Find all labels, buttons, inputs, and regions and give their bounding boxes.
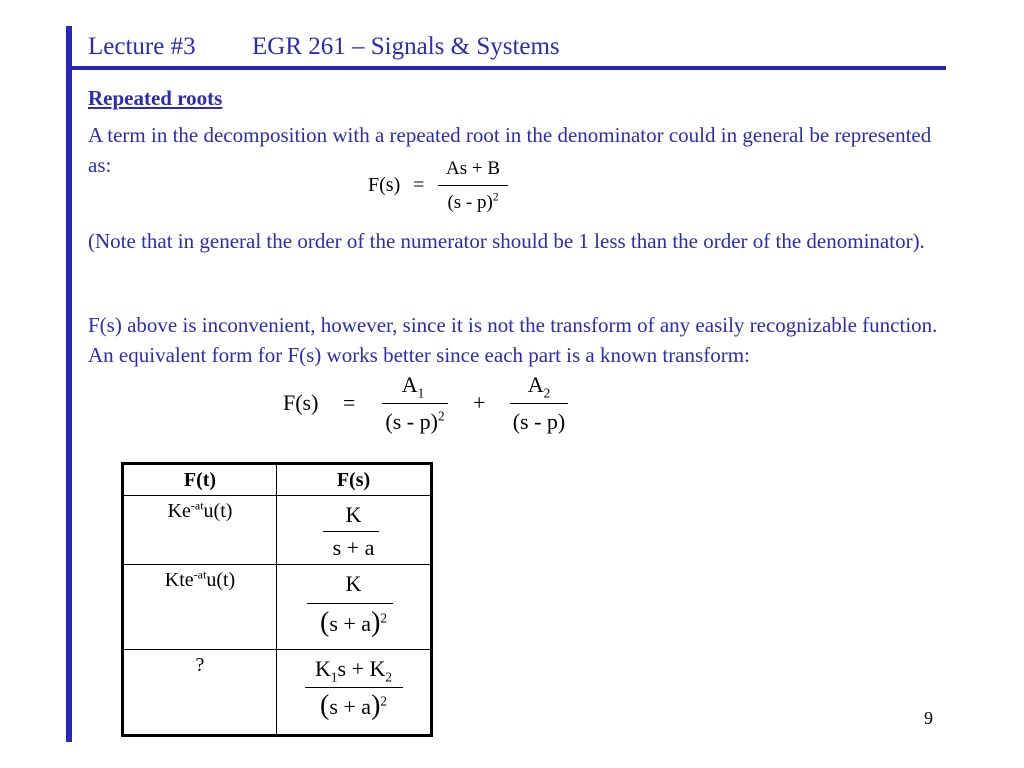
fraction-denominator: s + a — [332, 535, 375, 560]
eq2-term1-numerator: $A_1$ — [401, 372, 425, 401]
eq1-numerator: As + B — [445, 158, 500, 179]
header-underline-bar — [66, 66, 946, 70]
paragraph-intro: A term in the decomposition with a repeated root in the denominator could in general be represented as: — [88, 123, 932, 177]
eq1-equals: = — [413, 174, 425, 196]
table-header-row — [123, 464, 432, 496]
eq2-lhs: F(s) — [283, 390, 319, 415]
eq2-term2-numerator: $A_2$ — [527, 372, 551, 401]
fraction-line — [307, 603, 393, 604]
eq2-equals: = — [343, 390, 356, 415]
fraction-denominator: $(s + a)^2$ — [320, 607, 387, 638]
table-cell-fs — [277, 650, 432, 736]
eq2-term2-denominator: (s - p) — [512, 409, 566, 434]
fraction-numerator: $K_1s + K_2$ — [315, 656, 392, 685]
table-cell-ft: Kte$^{-at}$u(t) — [123, 565, 277, 650]
table-row — [123, 650, 432, 736]
paragraph-equivalent: F(s) above is inconvenient, however, since it is not the transform of any easily recognizable function. An equivalent form for F(s) works better since each part is a known transform: — [88, 313, 938, 367]
fraction-line — [323, 531, 379, 532]
fraction-denominator: $(s + a)^2$ — [320, 690, 387, 721]
table-cell-ft: ? — [123, 650, 277, 736]
fraction-numerator: K — [345, 571, 362, 596]
left-accent-bar — [66, 26, 72, 742]
table-row — [123, 565, 432, 650]
lecture-number: Lecture #3 — [88, 33, 196, 60]
table-cell-ft: $Ke^{-at}u(t)$ — [123, 496, 277, 565]
eq2-term1-denominator: (s - p)$^2$ — [385, 408, 445, 434]
fraction-line — [305, 687, 403, 688]
page-number: 9 — [924, 708, 933, 728]
table-cell-fs — [277, 496, 432, 565]
table-row — [123, 496, 432, 565]
section-heading: Repeated roots — [88, 86, 223, 110]
eq2-plus: + — [473, 390, 486, 415]
transform-table — [121, 462, 433, 737]
table-header-ft: F(t) — [123, 464, 277, 496]
eq1-denominator: (s - p)$^2$ — [447, 191, 499, 213]
table-header-fs: F(s) — [277, 464, 432, 496]
paragraph-note: (Note that in general the order of the numerator should be 1 less than the order of the denominator). — [88, 229, 925, 253]
eq2-term2-fraction-line — [510, 403, 568, 404]
eq1-fraction-line — [438, 185, 508, 186]
table-cell-fs — [277, 565, 432, 650]
eq2-term1-fraction-line — [382, 403, 448, 404]
course-title: EGR 261 – Signals & Systems — [252, 33, 560, 60]
eq1-lhs: F(s) — [368, 174, 401, 196]
fraction-numerator: K — [345, 502, 362, 527]
